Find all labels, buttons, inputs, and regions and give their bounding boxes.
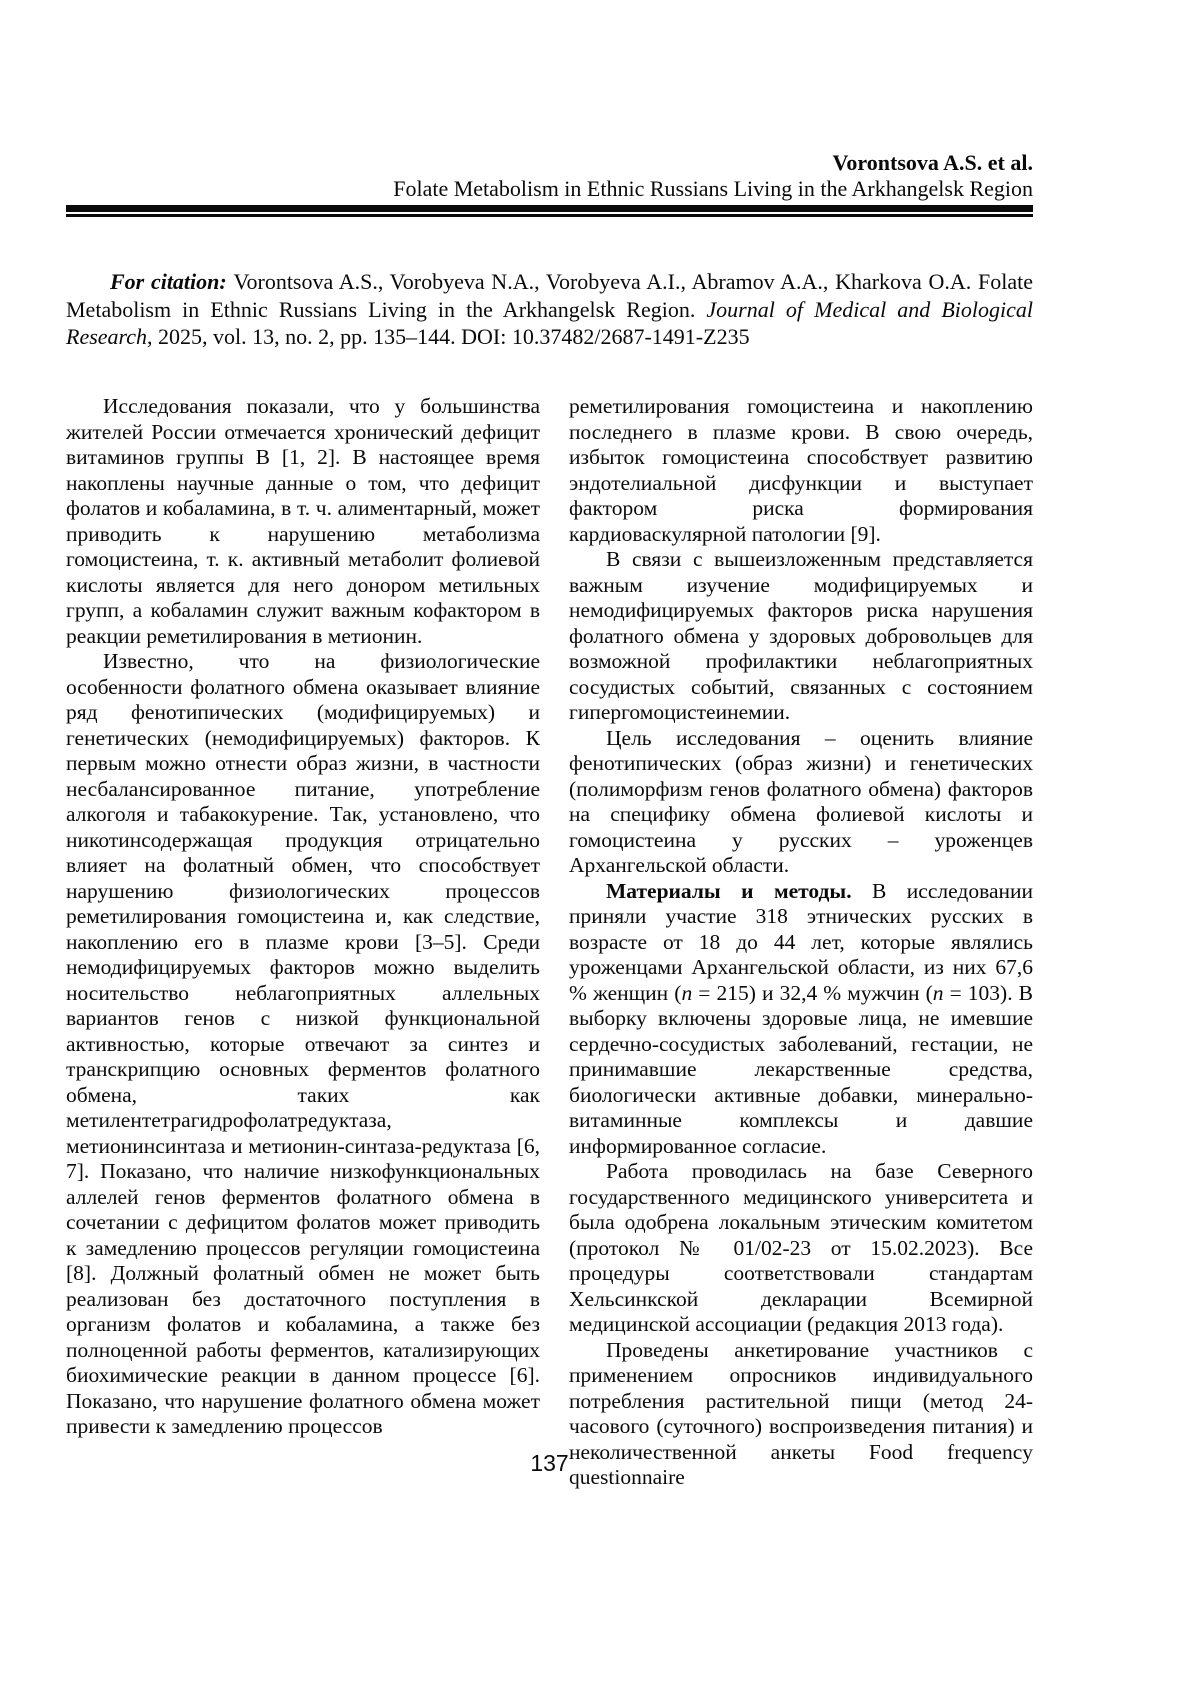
running-head xyxy=(66,150,1033,202)
running-head-title: Folate Metabolism in Ethnic Russians Living in the Arkhangelsk Region xyxy=(393,176,1033,201)
paragraph xyxy=(569,726,1033,879)
body-right-column xyxy=(569,394,1033,1491)
paragraph xyxy=(66,268,1033,351)
paragraph xyxy=(569,394,1033,547)
text-run: = 103). В выборку включены здоровые лица, не имевшие сердечно-сосудистых заболеваний, гестации, не принимавшие лекарственные средства, биологически активные добавки, минерально-витаминные комплексы и давшие информированное согласие. xyxy=(569,980,1033,1158)
running-head-authors: Vorontsova A.S. et al. xyxy=(832,150,1033,175)
text-run: Исследования показали, что у большинства жителей России отмечается хронический дефицит витаминов группы В [1, 2]. В настоящее время накоплены научные данные о том, что дефицит фолатов и кобаламина, в т. ч. алиментарный, может приводить к нарушению метаболизма гомоцистеина, т. к. активный метаболит фолиевой кислоты является для него донором метильных групп, а кобаламин служит важным кофактором в реакции реметилирования в метионин. xyxy=(66,394,540,648)
paragraph xyxy=(66,394,540,649)
header-divider-rule xyxy=(66,205,1033,217)
text-run: = 215) и 32,4 % мужчин ( xyxy=(692,980,933,1005)
body-columns xyxy=(66,394,1033,1491)
text-run: Материалы и методы. xyxy=(606,878,852,903)
text-run: реметилирования гомоцистеина и накоплению последнего в плазме крови. В свою очередь, избыток гомоцистеина способствует развитию эндотелиальной дисфункции и выступает фактором риска формирования кардиоваскулярной патологии [9]. xyxy=(569,394,1033,546)
text-run: Vorontsova A.S., Vorobyeva N.A., Vorobyeva A.I., Abramov A.A., Kharkova O.A. Folate Metabolism in Ethnic Russians Living in the Arkhangelsk Region. xyxy=(66,269,1034,322)
paragraph xyxy=(569,1159,1033,1338)
paragraph xyxy=(569,879,1033,1160)
paragraph xyxy=(569,547,1033,726)
body-left-column xyxy=(66,394,540,1491)
text-run: , 2025, vol. 13, no. 2, pp. 135–144. DOI: 10.37482/2687-1491-Z235 xyxy=(147,324,750,349)
text-run: В связи с вышеизложенным представляется важным изучение модифицируемых и немодифицируемых факторов риска нарушения фолатного обмена у здоровых добровольцев для возможной профилактики неблагоприятных сосудистых событий, связанных с состоянием гипергомоцистеинемии. xyxy=(569,547,1033,724)
text-run: n xyxy=(932,980,944,1005)
text-run: Journal of Medical and Biological Research xyxy=(66,296,1033,349)
text-run: n xyxy=(681,980,693,1005)
text-run: Проведены анкетирование участников с применением опросников индивидуального потребления растительной пищи (метод 24-часового (суточного) воспроизведения питания) и неколичественной анкеты Food frequency questionnaire xyxy=(569,1337,1033,1489)
citation-block xyxy=(66,268,1033,351)
paragraph xyxy=(66,649,540,1440)
text-run: Цель исследования – оценить влияние фенотипических (образ жизни) и генетических (полиморфизм генов фолатного обмена) факторов на специфику обмена фолиевой кислоты и гомоцистеина у русских – уроженцев Архангельской области. xyxy=(569,725,1033,877)
text-run: В исследовании приняли участие 318 этнических русских в возрасте от 18 до 44 лет, которые являлись уроженцами Архангельской области, из них 67,6 % женщин ( xyxy=(569,878,1033,1005)
text-run: For citation: xyxy=(110,269,234,294)
text-run: Работа проводилась на базе Северного государственного медицинского университета и была одобрена локальным этическим комитетом (протокол № 01/02-23 от 15.02.2023). Все процедуры соответствовали стандартам Хельсинкской декларации Всемирной медицинской ассоциации (редакция 2013 года). xyxy=(569,1159,1033,1336)
page-number: 137 xyxy=(530,1450,569,1476)
text-run: Известно, что на физиологические особенности фолатного обмена оказывает влияние ряд фенотипических (модифицируемых) и генетических (немодифицируемых) факторов. К первым можно отнести образ жизни, в частности несбалансированное питание, употребление алкоголя и табакокурение. Так, установлено, что никотинсодержащая продукция отрицательно влияет на фолатный обмен, что способствует нарушению физиологических процессов реметилирования гомоцистеина и, как следствие, накоплению его в плазме крови [3–5]. Среди немодифицируемых факторов можно выделить носительство неблагоприятных аллельных вариантов генов с низкой функциональной активностью, которые отвечают за синтез и транскрипцию основных ферментов фолатного обмена, таких как метилентетрагидрофолатредуктаза, метионинсинтаза и метионин-синтаза-редуктаза [6, 7]. Показано, что наличие низкофункциональных аллелей генов ферментов фолатного обмена в сочетании с дефицитом фолатов может приводить к замедлению процессов регуляции гомоцистеина [8]. Должный фолатный обмен не может быть реализован без достаточного поступления в организм фолатов и кобаламина, а также без полноценной работы ферментов, катализирующих биохимические реакции в данном процессе [6]. Показано, что нарушение фолатного обмена может привести к замедлению процессов xyxy=(66,649,540,1438)
